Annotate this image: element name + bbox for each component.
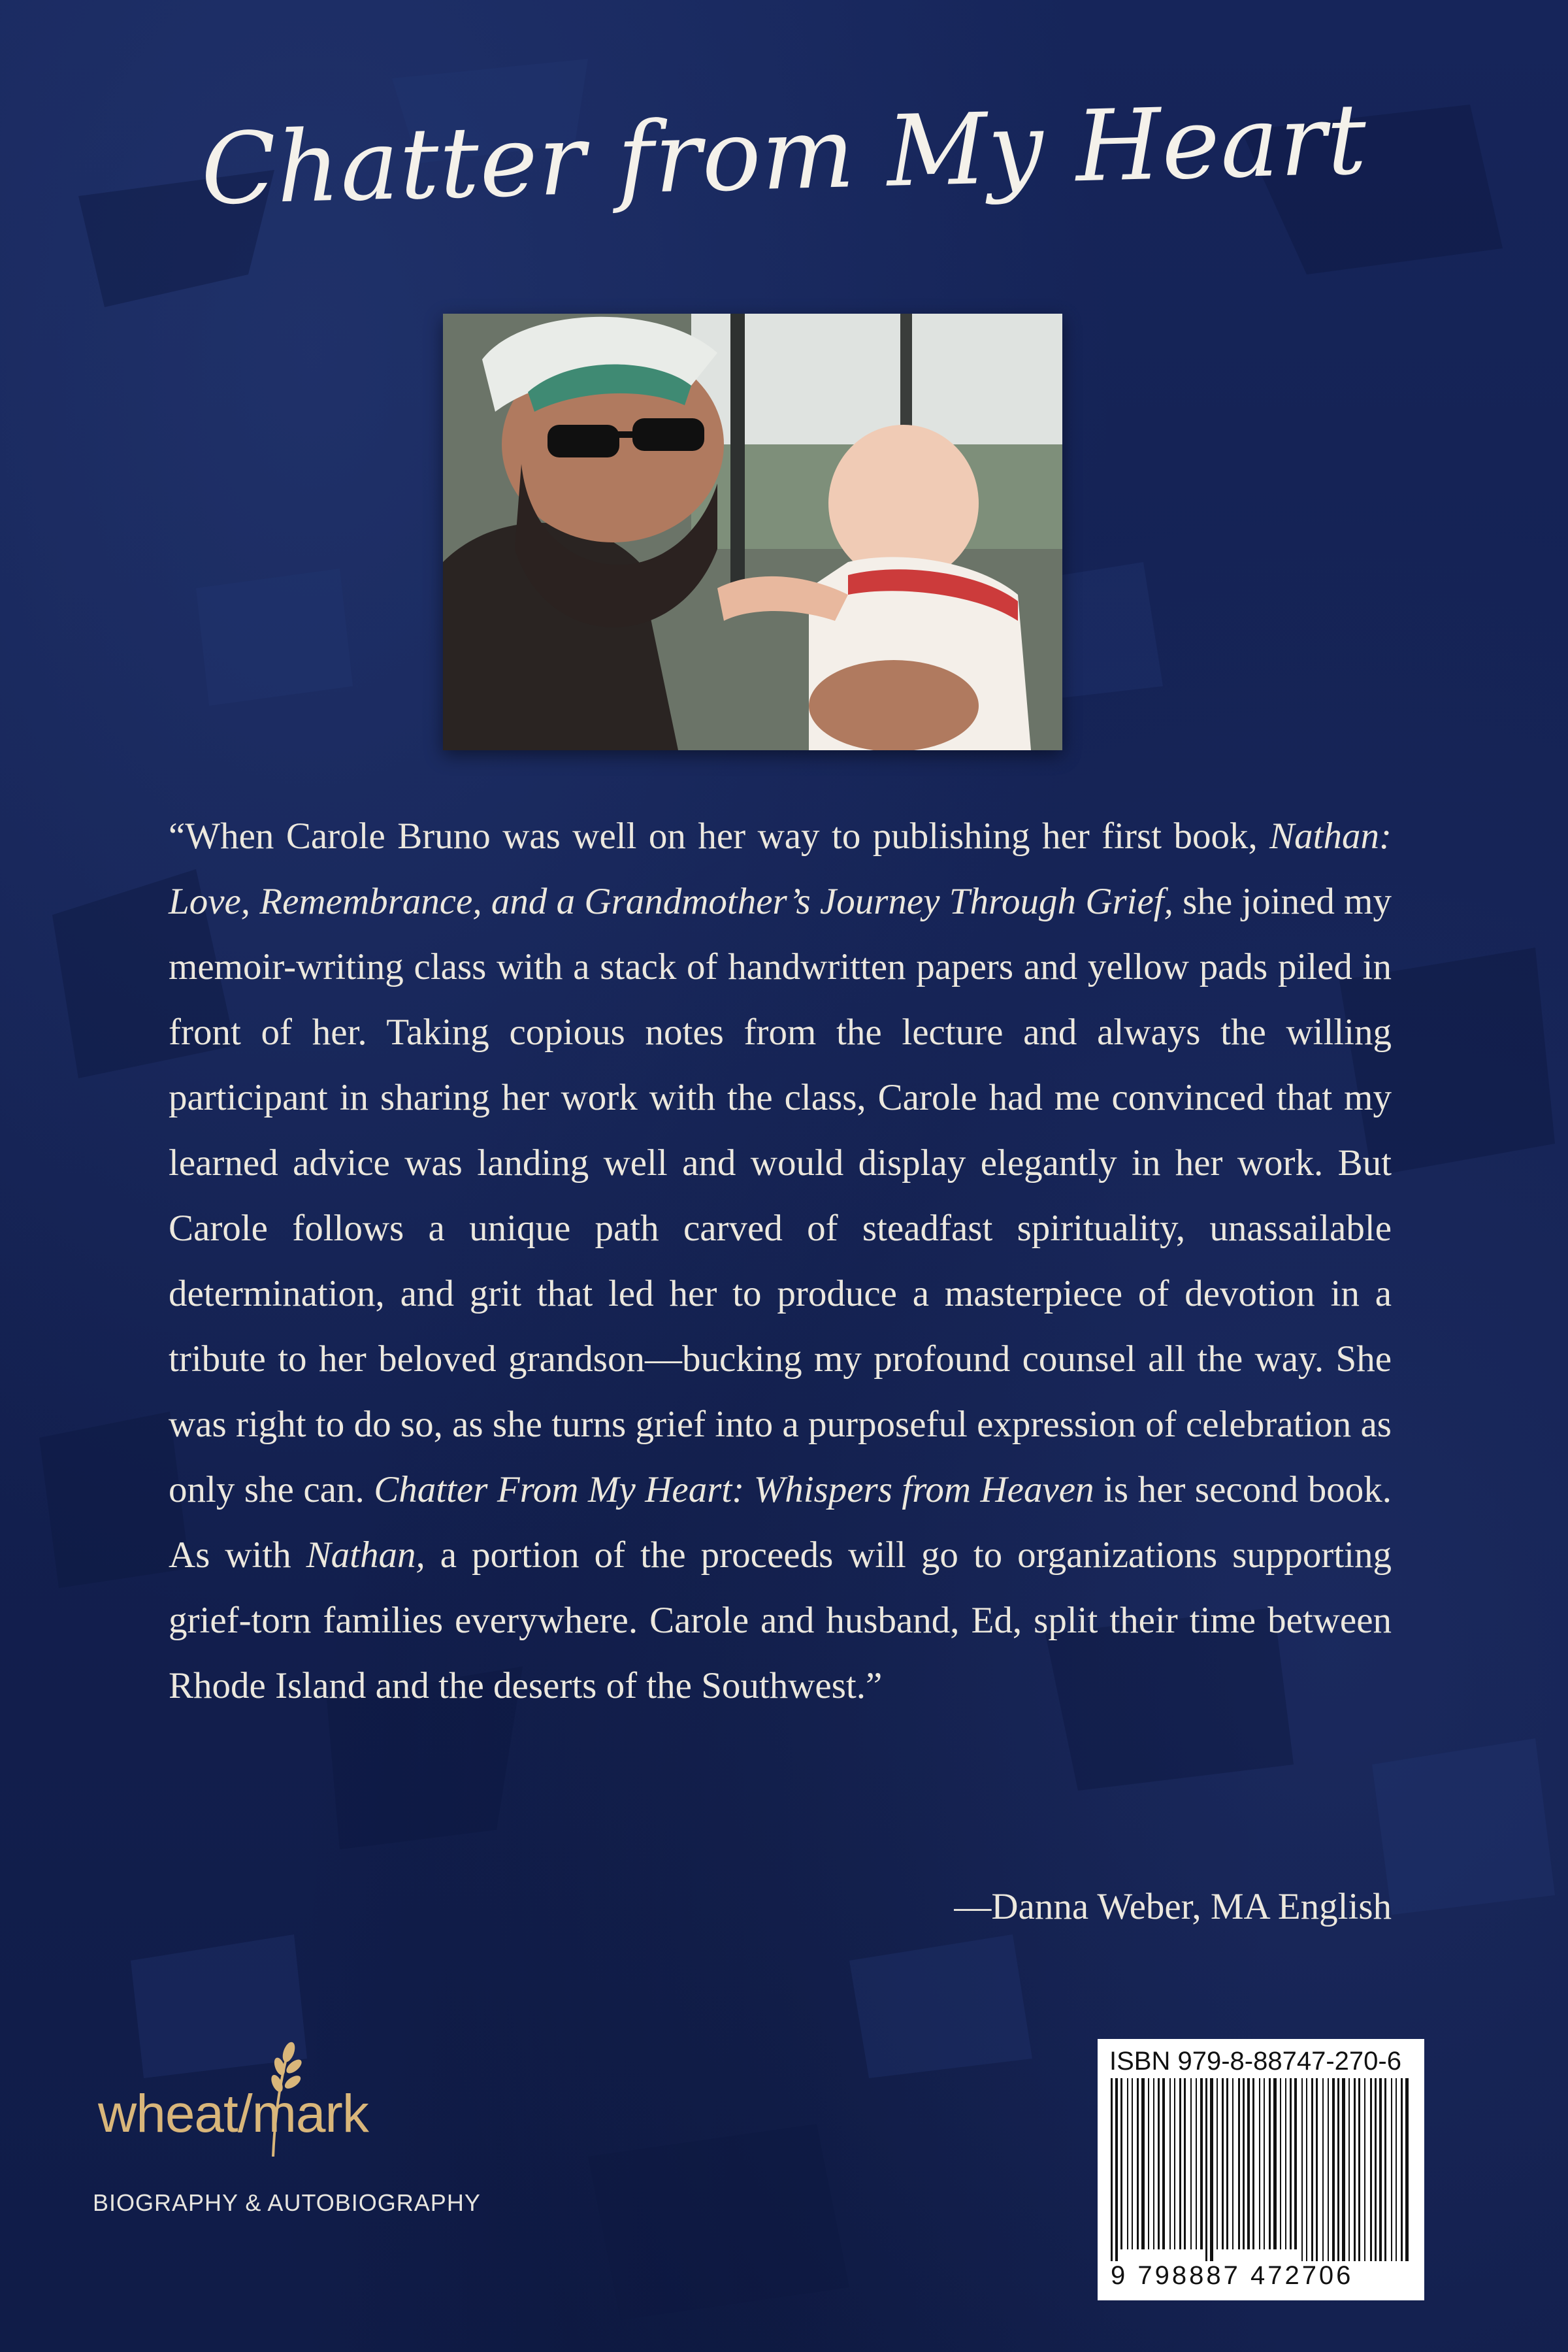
barcode-bar: [1332, 2078, 1335, 2261]
barcode-bar: [1294, 2078, 1297, 2249]
barcode-bar: [1306, 2078, 1307, 2261]
barcode-bar: [1169, 2078, 1171, 2249]
barcode-bar: [1137, 2078, 1139, 2249]
barcode-bar: [1290, 2078, 1292, 2249]
barcode-bar: [1280, 2078, 1281, 2249]
book-title: Chatter from My Heart: [199, 82, 1369, 227]
blurb-book-title-3: Nathan,: [306, 1534, 425, 1576]
barcode-bar: [1342, 2078, 1345, 2261]
blurb-text-2: she joined my memoir-writing class with a stack of handwritten papers and yellow pads piled in front of her. Taking copious notes from the lecture and always the willing participant in sharing her work with the class, Carole had me convinced that my learned advice was landing well and would display elegantly in her work. But Carole follows a unique path carved of steadfast spirituality, unassailable determination, and grit that led her to produce a masterpiece of devotion in a tribute to her beloved grandson—bucking my profound counsel all the way. She was right to do so, as she turns grief into a purposeful expression of celebration as only she can.: [169, 881, 1392, 1510]
barcode-bar: [1226, 2078, 1228, 2249]
barcode-bar: [1111, 2078, 1113, 2261]
barcode-bar: [1184, 2078, 1186, 2249]
barcode-bar: [1379, 2078, 1382, 2261]
blurb-book-title-1: Nathan: Love, Remembrance, and a Grandmother’s Journey Through Grief,: [169, 816, 1392, 922]
barcode-bar: [1243, 2078, 1245, 2249]
barcode-bar: [1316, 2078, 1318, 2261]
barcode-bar: [1364, 2078, 1365, 2261]
barcode-bar: [1273, 2078, 1277, 2249]
barcode-bar: [1158, 2078, 1160, 2249]
barcode-bar: [1370, 2078, 1372, 2261]
barcode-bar: [1217, 2078, 1218, 2249]
barcode-bar: [1115, 2078, 1118, 2261]
barcode-bar: [1252, 2078, 1254, 2249]
blurb-text-3: is her second book. As with: [169, 1469, 1392, 1576]
barcode-bar: [1269, 2078, 1271, 2249]
barcode-bar: [1127, 2078, 1128, 2249]
cover-photo: [443, 314, 1062, 750]
barcode-bar: [1322, 2078, 1324, 2261]
barcode-bar: [1210, 2078, 1213, 2261]
barcode-bar: [1196, 2078, 1197, 2249]
barcode-bar: [1391, 2078, 1392, 2261]
blurb-book-title-2: Chatter From My Heart: Whispers from Heaven: [374, 1469, 1094, 1510]
book-category: BIOGRAPHY & AUTOBIOGRAPHY: [93, 2189, 481, 2216]
barcode-bar: [1358, 2078, 1360, 2261]
barcode-bars: [1111, 2078, 1411, 2261]
barcode-bar: [1179, 2078, 1181, 2249]
barcode-bar: [1141, 2078, 1145, 2249]
barcode-bar: [1148, 2078, 1149, 2249]
isbn-barcode: [1098, 2039, 1424, 2300]
barcode-bar: [1222, 2078, 1224, 2249]
barcode-bar: [1396, 2078, 1397, 2261]
barcode-bar: [1259, 2078, 1260, 2249]
barcode-bar: [1301, 2078, 1303, 2261]
barcode-bar: [1238, 2078, 1240, 2249]
barcode-bar: [1132, 2078, 1133, 2249]
barcode-bar: [1190, 2078, 1192, 2249]
barcode-bar: [1232, 2078, 1233, 2249]
blurb-text-1: “When Carole Bruno was well on her way to publishing her first book,: [169, 816, 1270, 857]
isbn-label: ISBN 979-8-88747-270-6: [1109, 2047, 1401, 2076]
barcode-bar: [1247, 2078, 1250, 2249]
barcode-bar: [1174, 2078, 1175, 2249]
barcode-bar: [1120, 2078, 1122, 2249]
barcode-digits: 9 798887 472706: [1111, 2261, 1354, 2290]
barcode-bar: [1153, 2078, 1154, 2249]
barcode-bar: [1285, 2078, 1286, 2249]
barcode-bar: [1401, 2078, 1403, 2261]
barcode-bar: [1162, 2078, 1165, 2249]
barcode-bar: [1311, 2078, 1313, 2261]
barcode-bar: [1405, 2078, 1409, 2261]
review-attribution: —Danna Weber, MA English: [954, 1886, 1392, 1927]
review-blurb: [169, 804, 1392, 1719]
barcode-bar: [1375, 2078, 1377, 2261]
barcode-bar: [1264, 2078, 1265, 2249]
publisher-logo-text: wheat/mark: [98, 2084, 368, 2144]
barcode-bar: [1200, 2078, 1203, 2249]
barcode-bar: [1354, 2078, 1356, 2261]
barcode-bar: [1205, 2078, 1207, 2261]
blurb-text-4: a portion of the proceeds will go to organizations supporting grief-torn families everywhere. Carole and husband, Ed, split their time between Rhode Island and the deserts of the Southwest.”: [169, 1534, 1392, 1706]
barcode-bar: [1384, 2078, 1386, 2261]
barcode-bar: [1348, 2078, 1350, 2261]
barcode-bar: [1337, 2078, 1339, 2261]
barcode-bar: [1328, 2078, 1329, 2261]
publisher-logo: [98, 2026, 399, 2183]
